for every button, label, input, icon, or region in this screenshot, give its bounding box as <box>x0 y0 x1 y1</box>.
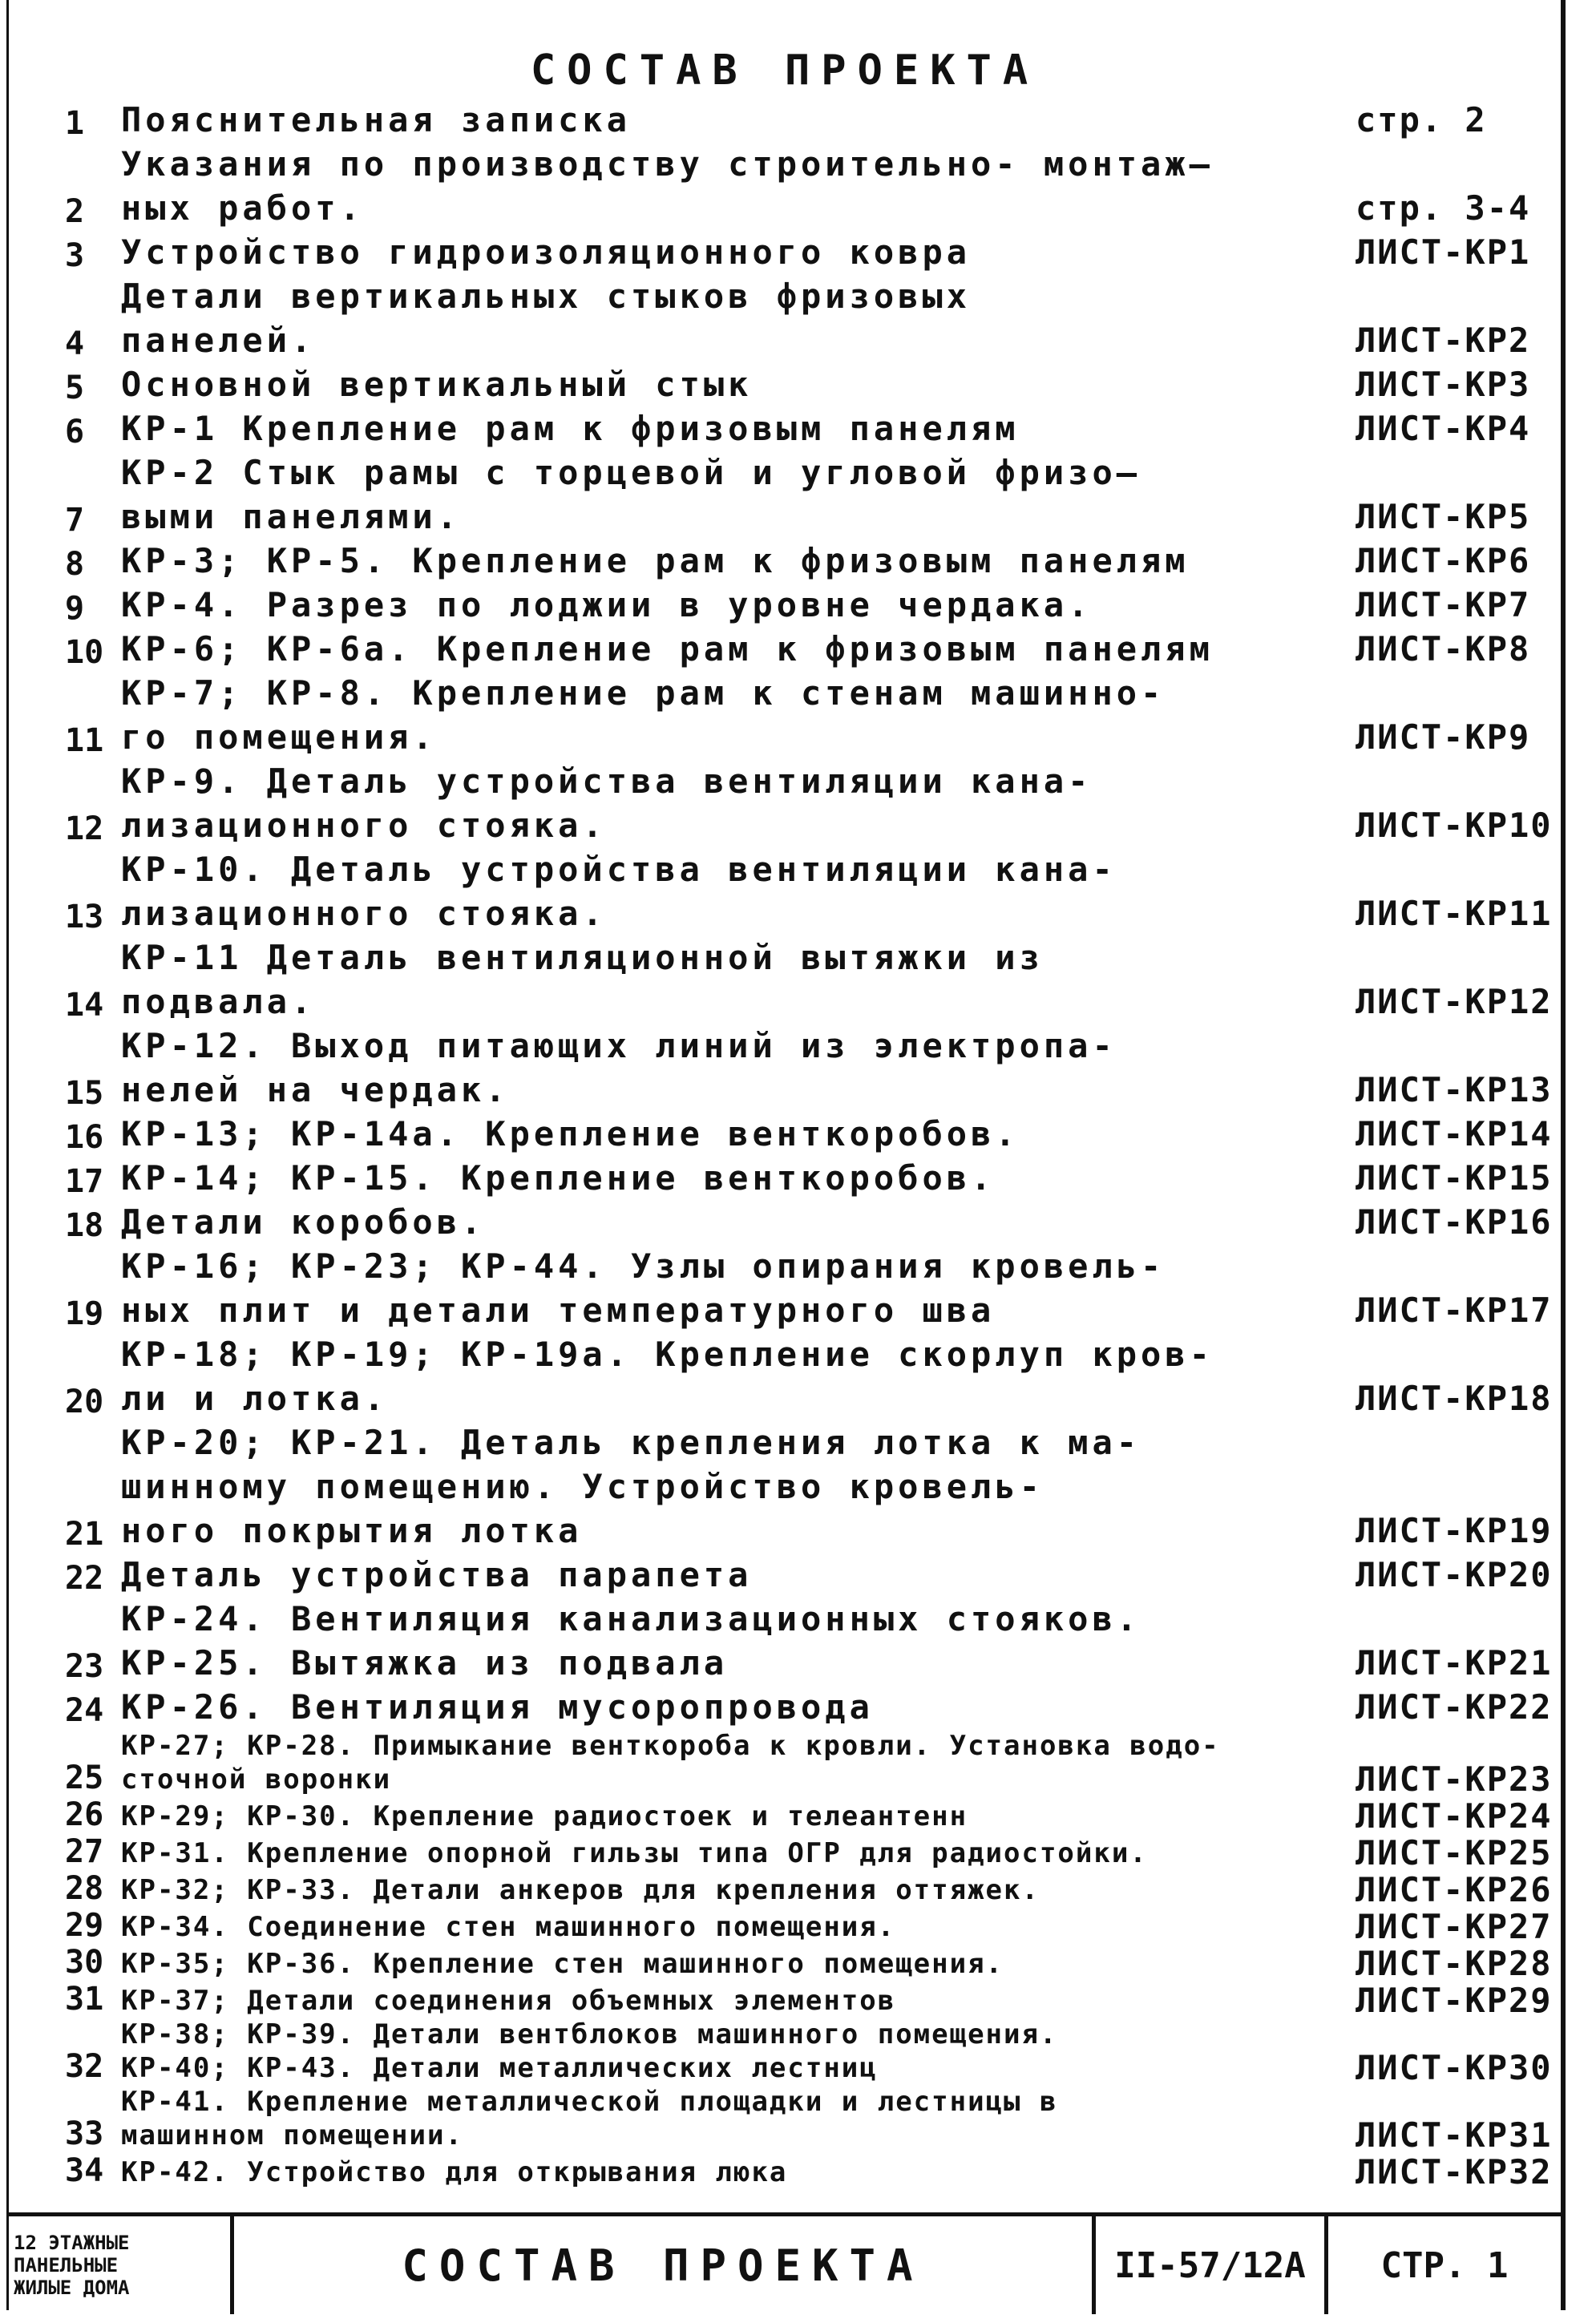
row-sheet-ref: ЛИСТ-КР6 <box>1356 541 1531 580</box>
row-sheet-ref: ЛИСТ-КР27 <box>1356 1907 1553 1946</box>
contents-row <box>65 1685 1553 1729</box>
row-sheet-ref: ЛИСТ-КР3 <box>1356 365 1531 404</box>
row-number: 7 <box>65 502 85 539</box>
contents-row <box>65 539 1548 583</box>
row-sheet-ref: ЛИСТ-КР25 <box>1356 1833 1553 1873</box>
row-sheet-ref: ЛИСТ-КР2 <box>1356 321 1531 360</box>
row-description: Деталь устройства парапета <box>121 1555 753 1594</box>
row-description: Детали вертикальных стыков фризовых панелей. <box>121 277 972 360</box>
contents-row <box>65 627 1548 671</box>
row-number: 23 <box>65 1648 104 1685</box>
row-number: 1 <box>65 105 85 142</box>
contents-row <box>65 2018 1553 2087</box>
contents-row <box>65 671 1548 759</box>
row-number: 3 <box>65 237 85 274</box>
row-description: КР-34. Соединение стен машинного помещения. <box>121 1911 896 1943</box>
row-description: КР-31. Крепление опорной гильзы типа ОГР для радиостойки. <box>121 1837 1148 1869</box>
row-sheet-ref: стр. 2 <box>1356 100 1487 139</box>
row-number: 18 <box>65 1207 104 1244</box>
row-description: КР-32; КР-33. Детали анкеров для крепления оттяжек. <box>121 1874 1040 1906</box>
contents-row <box>65 1553 1553 1597</box>
contents-row <box>65 583 1548 627</box>
contents-row <box>65 362 1548 406</box>
contents-row <box>65 759 1553 847</box>
row-sheet-ref: ЛИСТ-КР15 <box>1356 1158 1553 1198</box>
row-number: 28 <box>65 1870 104 1907</box>
row-sheet-ref: ЛИСТ-КР14 <box>1356 1114 1553 1153</box>
contents-row <box>65 1981 1553 2020</box>
row-description: КР-42. Устройство для открывания люка <box>121 2156 788 2188</box>
contents-row <box>65 1244 1553 1332</box>
row-sheet-ref: ЛИСТ-КР20 <box>1356 1555 1553 1594</box>
row-sheet-ref: ЛИСТ-КР30 <box>1356 2048 1553 2087</box>
row-number: 29 <box>65 1907 104 1944</box>
row-sheet-ref: ЛИСТ-КР13 <box>1356 1070 1553 1109</box>
row-description: Устройство гидроизоляционного ковра <box>121 232 972 272</box>
contents-row <box>65 98 1548 142</box>
row-number: 25 <box>65 1759 104 1796</box>
row-sheet-ref: ЛИСТ-КР21 <box>1356 1643 1553 1683</box>
row-number: 14 <box>65 987 104 1024</box>
page-title: СОСТАВ ПРОЕКТА <box>530 46 1040 95</box>
row-description: КР-18; КР-19; КР-19а. Крепление скорлуп кров- ли и лотка. <box>121 1335 1214 1418</box>
contents-list <box>65 98 1553 2192</box>
row-description: КР-38; КР-39. Детали вентблоков машинного помещения. КР-40; КР-43. Детали металлических лестниц <box>121 2018 1058 2084</box>
row-sheet-ref: ЛИСТ-КР19 <box>1356 1511 1553 1550</box>
row-number: 15 <box>65 1075 104 1112</box>
row-number: 2 <box>65 193 85 230</box>
row-sheet-ref: ЛИСТ-КР22 <box>1356 1687 1553 1727</box>
row-sheet-ref: ЛИСТ-КР23 <box>1356 1759 1553 1799</box>
contents-row <box>65 935 1553 1024</box>
row-number: 24 <box>65 1692 104 1729</box>
row-description: КР-4. Разрез по лоджии в уровне чердака. <box>121 585 1093 624</box>
row-sheet-ref: ЛИСТ-КР7 <box>1356 585 1531 624</box>
row-number: 27 <box>65 1833 104 1870</box>
row-sheet-ref: ЛИСТ-КР9 <box>1356 717 1531 757</box>
row-description: КР-9. Деталь устройства вентиляции кана- лизационного стояка. <box>121 762 1093 845</box>
contents-row <box>65 1024 1553 1112</box>
row-number: 32 <box>65 2048 104 2085</box>
row-description: КР-26. Вентиляция мусоропровода <box>121 1687 874 1727</box>
row-number: 6 <box>65 414 85 450</box>
row-number: 8 <box>65 546 85 583</box>
contents-row <box>65 1729 1553 1799</box>
row-number: 4 <box>65 325 85 362</box>
row-sheet-ref: ЛИСТ-КР10 <box>1356 806 1553 845</box>
title-block <box>9 2212 1561 2314</box>
row-number: 34 <box>65 2152 104 2189</box>
contents-row <box>65 1156 1553 1200</box>
row-number: 17 <box>65 1163 104 1200</box>
contents-row <box>65 847 1553 935</box>
row-sheet-ref: ЛИСТ-КР8 <box>1356 629 1531 669</box>
row-description: КР-1 Крепление рам к фризовым панелям <box>121 409 1020 448</box>
row-number: 9 <box>65 590 85 627</box>
contents-row <box>65 2152 1553 2192</box>
row-number: 10 <box>65 634 104 671</box>
row-number: 26 <box>65 1796 104 1833</box>
row-number: 16 <box>65 1119 104 1156</box>
contents-row <box>65 1944 1553 1983</box>
contents-row <box>65 1597 1553 1685</box>
row-description: КР-27; КР-28. Примыкание венткороба к кровли. Установка водо- сточной воронки <box>121 1730 1220 1796</box>
contents-row <box>65 274 1548 362</box>
title-block-series-code: II-57/12А <box>1096 2216 1328 2314</box>
row-sheet-ref: стр. 3-4 <box>1356 188 1531 228</box>
contents-row <box>65 230 1548 274</box>
row-sheet-ref: ЛИСТ-КР24 <box>1356 1796 1553 1836</box>
row-sheet-ref: ЛИСТ-КР5 <box>1356 497 1531 536</box>
contents-row <box>65 1907 1553 1946</box>
row-number: 20 <box>65 1384 104 1420</box>
row-description: КР-37; Детали соединения объемных элементов <box>121 1985 896 2017</box>
title-block-building-type: 12 ЭТАЖНЫЕ ПАНЕЛЬНЫЕ ЖИЛЫЕ ДОМА <box>9 2216 234 2314</box>
row-number: 22 <box>65 1560 104 1597</box>
contents-row <box>65 2085 1553 2155</box>
contents-row <box>65 142 1548 230</box>
row-sheet-ref: ЛИСТ-КР18 <box>1356 1379 1553 1418</box>
row-sheet-ref: ЛИСТ-КР4 <box>1356 409 1531 448</box>
row-description: Пояснительная записка <box>121 100 632 139</box>
row-sheet-ref: ЛИСТ-КР32 <box>1356 2152 1553 2192</box>
row-number: 19 <box>65 1295 104 1332</box>
row-number: 33 <box>65 2115 104 2152</box>
row-sheet-ref: ЛИСТ-КР12 <box>1356 982 1553 1021</box>
row-sheet-ref: ЛИСТ-КР31 <box>1356 2115 1553 2155</box>
row-sheet-ref: ЛИСТ-КР16 <box>1356 1202 1553 1242</box>
row-description: Детали коробов. <box>121 1202 486 1242</box>
row-sheet-ref: ЛИСТ-КР29 <box>1356 1981 1553 2020</box>
row-sheet-ref: ЛИСТ-КР1 <box>1356 232 1531 272</box>
row-number: 30 <box>65 1944 104 1981</box>
row-number: 31 <box>65 1981 104 2018</box>
row-sheet-ref: ЛИСТ-КР17 <box>1356 1291 1553 1330</box>
document-sheet <box>6 0 1566 2310</box>
contents-row <box>65 1420 1553 1553</box>
row-number: 13 <box>65 899 104 935</box>
row-description: КР-7; КР-8. Крепление рам к стенам машинно- го помещения. <box>121 673 1166 757</box>
row-sheet-ref: ЛИСТ-КР11 <box>1356 894 1553 933</box>
row-description: КР-12. Выход питающих линий из электропа- нелей на чердак. <box>121 1026 1117 1109</box>
contents-row <box>65 1332 1553 1420</box>
row-description: КР-10. Деталь устройства вентиляции кана- лизационного стояка. <box>121 850 1117 933</box>
row-description: КР-14; КР-15. Крепление венткоробов. <box>121 1158 996 1198</box>
row-description: КР-16; КР-23; КР-44. Узлы опирания кровель- ных плит и детали температурного шва <box>121 1246 1166 1330</box>
row-description: КР-35; КР-36. Крепление стен машинного помещения. <box>121 1948 1004 1980</box>
contents-row <box>65 1796 1553 1836</box>
row-description: КР-2 Стык рамы с торцевой и угловой фризо— выми панелями. <box>121 453 1141 536</box>
row-number: 12 <box>65 810 104 847</box>
title-block-page: СТР. 1 <box>1380 2244 1509 2286</box>
row-description: КР-11 Деталь вентиляционной вытяжки из подвала. <box>121 938 1044 1021</box>
contents-row <box>65 1870 1553 1909</box>
row-description: Основной вертикальный стык <box>121 365 753 404</box>
row-description: КР-13; КР-14а. Крепление венткоробов. <box>121 1114 1020 1153</box>
row-description: КР-20; КР-21. Деталь крепления лотка к ма- шинному помещению. Устройство кровель- ного покрытия лотка <box>121 1423 1141 1550</box>
row-sheet-ref: ЛИСТ-КР28 <box>1356 1944 1553 1983</box>
contents-row <box>65 1200 1553 1244</box>
row-number: 5 <box>65 370 85 406</box>
row-description: КР-41. Крепление металлической площадки и лестницы в машинном помещении. <box>121 2086 1058 2151</box>
title-block-title: СОСТАВ ПРОЕКТА <box>234 2216 1096 2314</box>
contents-row <box>65 1112 1553 1156</box>
row-sheet-ref: ЛИСТ-КР26 <box>1356 1870 1553 1909</box>
row-number: 11 <box>65 722 104 759</box>
row-description: КР-29; КР-30. Крепление радиостоек и телеантенн <box>121 1800 968 1832</box>
row-number: 21 <box>65 1516 104 1553</box>
contents-row <box>65 1833 1553 1873</box>
contents-row <box>65 450 1548 539</box>
row-description: КР-6; КР-6а. Крепление рам к фризовым панелям <box>121 629 1214 669</box>
row-description: КР-24. Вентиляция канализационных стояков. КР-25. Вытяжка из подвала <box>121 1599 1141 1683</box>
row-description: Указания по производству строительно- монтаж— ных работ. <box>121 144 1214 228</box>
contents-row <box>65 406 1548 450</box>
row-description: КР-3; КР-5. Крепление рам к фризовым панелям <box>121 541 1190 580</box>
